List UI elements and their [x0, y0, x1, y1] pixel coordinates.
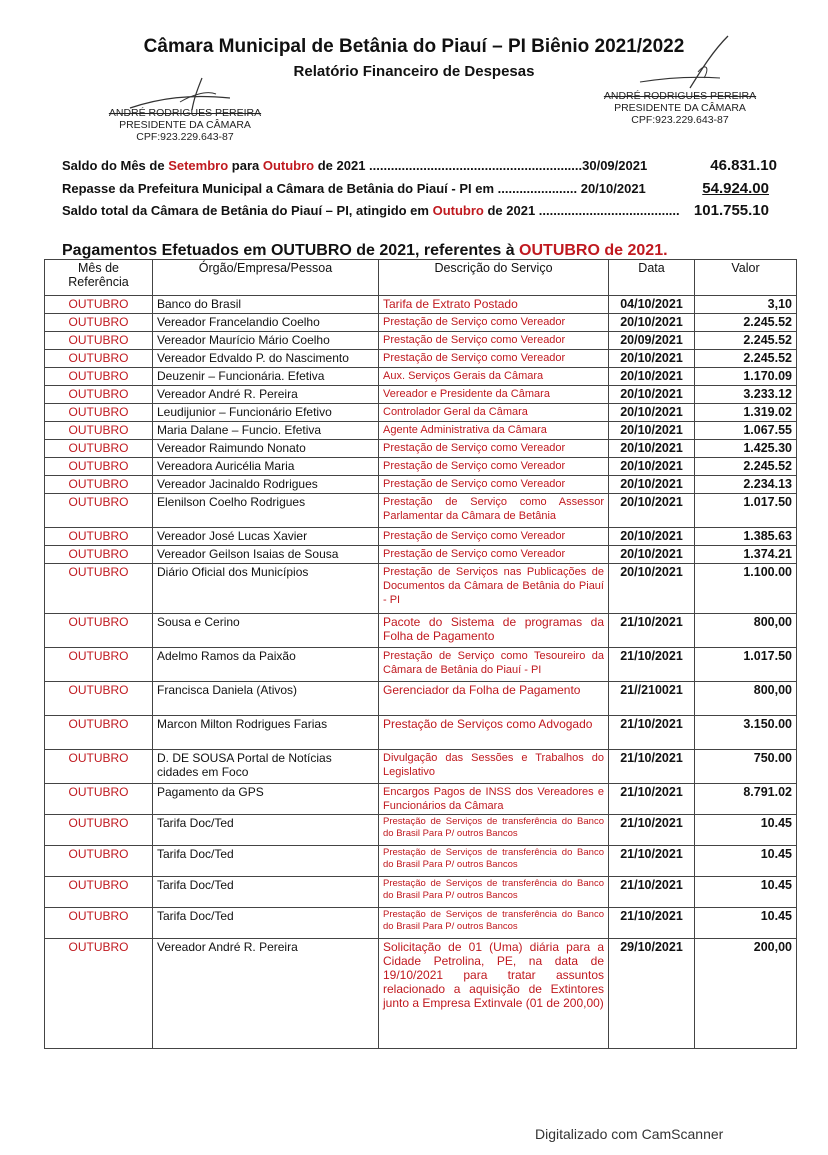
cell-descricao: Prestação de Serviço como Vereador — [379, 476, 609, 494]
cell-orgao: Pagamento da GPS — [153, 784, 379, 815]
table-row — [45, 422, 797, 440]
table-row — [45, 476, 797, 494]
table-row — [45, 614, 797, 648]
summary-month: Outubro — [262, 158, 315, 173]
cell-orgao: Vereador José Lucas Xavier — [153, 528, 379, 546]
cell-mes: OUTUBRO — [45, 404, 153, 422]
table-row — [45, 815, 797, 846]
cell-descricao: Prestação de Serviços nas Publicações de Documentos da Câmara de Betânia do Piauí - PI — [379, 564, 609, 614]
cell-descricao: Prestação de Serviço como Vereador — [379, 314, 609, 332]
cell-mes: OUTUBRO — [45, 528, 153, 546]
cell-orgao: Vereador Raimundo Nonato — [153, 440, 379, 458]
signature-left-cpf: CPF:923.229.643-87 — [136, 131, 234, 143]
signature-right-scribble — [620, 32, 760, 94]
cell-valor: 800,00 — [695, 682, 797, 716]
cell-valor: 10.45 — [695, 877, 797, 908]
cell-valor: 10.45 — [695, 846, 797, 877]
cell-valor: 200,00 — [695, 939, 797, 1049]
summary-text: de 2021 ...........................................................30/09/2021 — [314, 158, 648, 173]
header-descricao: Descrição do Serviço — [379, 260, 609, 296]
summary-value: 101.755.10 — [693, 202, 769, 219]
header-mes: Mês de Referência — [45, 260, 153, 296]
cell-data: 20/10/2021 — [609, 422, 695, 440]
cell-orgao: Banco do Brasil — [153, 296, 379, 314]
cell-orgao: Sousa e Cerino — [153, 614, 379, 648]
table-row — [45, 314, 797, 332]
table-row — [45, 682, 797, 716]
table-row — [45, 908, 797, 939]
cell-valor: 750.00 — [695, 750, 797, 784]
table-row — [45, 716, 797, 750]
cell-valor: 2.245.52 — [695, 332, 797, 350]
table-row — [45, 528, 797, 546]
summary-text: Saldo do Mês de — [62, 158, 169, 173]
cell-valor: 1.100.00 — [695, 564, 797, 614]
summary-text: de 2021 ....................................... — [483, 203, 680, 218]
table-row — [45, 784, 797, 815]
cell-data: 20/10/2021 — [609, 386, 695, 404]
section-heading-text: Pagamentos Efetuados em OUTUBRO de 2021, referentes à — [62, 242, 520, 259]
cell-mes: OUTUBRO — [45, 494, 153, 528]
cell-valor: 2.234.13 — [695, 476, 797, 494]
cell-data: 20/10/2021 — [609, 528, 695, 546]
cell-data: 21/10/2021 — [609, 648, 695, 682]
cell-valor: 8.791.02 — [695, 784, 797, 815]
cell-valor: 2.245.52 — [695, 314, 797, 332]
cell-mes: OUTUBRO — [45, 314, 153, 332]
cell-data: 20/10/2021 — [609, 314, 695, 332]
table-row — [45, 846, 797, 877]
cell-mes: OUTUBRO — [45, 614, 153, 648]
summary-month: Setembro — [168, 158, 229, 173]
header-orgao: Órgão/Empresa/Pessoa — [153, 260, 379, 296]
cell-descricao: Pacote do Sistema de programas da Folha de Pagamento — [379, 614, 609, 648]
cell-orgao: Maria Dalane – Funcio. Efetiva — [153, 422, 379, 440]
table-row — [45, 648, 797, 682]
summary-text: Repasse da Prefeitura Municipal a Câmara de Betânia do Piauí - PI em ...................... 20/10/2021 — [62, 181, 646, 196]
header-valor: Valor — [695, 260, 797, 296]
cell-descricao: Prestação de Serviço como Assessor Parlamentar da Câmara de Betânia — [379, 494, 609, 528]
cell-data: 21/10/2021 — [609, 614, 695, 648]
cell-data: 21/10/2021 — [609, 877, 695, 908]
cell-descricao: Divulgação das Sessões e Trabalhos do Legislativo — [379, 750, 609, 784]
cell-descricao: Prestação de Serviço como Vereador — [379, 528, 609, 546]
cell-mes: OUTUBRO — [45, 350, 153, 368]
header-data: Data — [609, 260, 695, 296]
cell-mes: OUTUBRO — [45, 440, 153, 458]
cell-mes: OUTUBRO — [45, 476, 153, 494]
cell-valor: 1.067.55 — [695, 422, 797, 440]
cell-descricao: Prestação de Serviços de transferência do Banco do Brasil Para P/ outros Bancos — [379, 908, 609, 939]
cell-valor: 3.233.12 — [695, 386, 797, 404]
table-row — [45, 458, 797, 476]
cell-mes: OUTUBRO — [45, 846, 153, 877]
cell-valor: 800,00 — [695, 614, 797, 648]
cell-orgao: Adelmo Ramos da Paixão — [153, 648, 379, 682]
cell-valor: 1.319.02 — [695, 404, 797, 422]
cell-data: 21/10/2021 — [609, 908, 695, 939]
cell-data: 04/10/2021 — [609, 296, 695, 314]
cell-descricao: Prestação de Serviço como Tesoureiro da Câmara de Betânia do Piauí - PI — [379, 648, 609, 682]
cell-data: 20/10/2021 — [609, 546, 695, 564]
cell-mes: OUTUBRO — [45, 422, 153, 440]
cell-orgao: Tarifa Doc/Ted — [153, 877, 379, 908]
section-heading-month: OUTUBRO de 2021. — [519, 242, 668, 259]
cell-mes: OUTUBRO — [45, 716, 153, 750]
signature-right-cpf: CPF:923.229.643-87 — [631, 114, 729, 126]
document-title: Câmara Municipal de Betânia do Piauí – PI Biênio 2021/2022 — [143, 36, 685, 57]
summary-value: 46.831.10 — [710, 157, 777, 174]
cell-valor: 3.150.00 — [695, 716, 797, 750]
cell-orgao: Vereador André R. Pereira — [153, 939, 379, 1049]
cell-descricao: Prestação de Serviços como Advogado — [379, 716, 609, 750]
cell-orgao: Francisca Daniela (Ativos) — [153, 682, 379, 716]
summary-month: Outubro — [432, 203, 484, 218]
table-row — [45, 877, 797, 908]
cell-data: 21/10/2021 — [609, 815, 695, 846]
cell-descricao: Solicitação de 01 (Uma) diária para a Cidade Petrolina, PE, na data de 19/10/2021 para tratar assuntos relacionado a aquisição de Extintores junto a Empresa Extinvale (01 de 200,00) — [379, 939, 609, 1049]
cell-valor: 3,10 — [695, 296, 797, 314]
cell-mes: OUTUBRO — [45, 648, 153, 682]
cell-mes: OUTUBRO — [45, 368, 153, 386]
cell-orgao: Vereador Edvaldo P. do Nascimento — [153, 350, 379, 368]
signature-right-name: ANDRÉ RODRIGUES PEREIRA — [603, 90, 757, 102]
cell-mes: OUTUBRO — [45, 458, 153, 476]
signature-left — [100, 107, 270, 143]
signature-right — [600, 90, 760, 126]
table-row — [45, 546, 797, 564]
table-row — [45, 386, 797, 404]
cell-data: 20/10/2021 — [609, 476, 695, 494]
cell-orgao: Vereador Maurício Mário Coelho — [153, 332, 379, 350]
cell-orgao: Vereador Jacinaldo Rodrigues — [153, 476, 379, 494]
cell-mes: OUTUBRO — [45, 296, 153, 314]
section-heading — [62, 242, 668, 260]
table-row — [45, 368, 797, 386]
cell-descricao: Prestação de Serviço como Vereador — [379, 440, 609, 458]
summary-line-saldo — [62, 155, 777, 177]
cell-descricao: Vereador e Presidente da Câmara — [379, 386, 609, 404]
cell-valor: 1.425.30 — [695, 440, 797, 458]
cell-orgao: Diário Oficial dos Municípios — [153, 564, 379, 614]
cell-valor: 10.45 — [695, 815, 797, 846]
cell-orgao: Vereador Francelandio Coelho — [153, 314, 379, 332]
cell-mes: OUTUBRO — [45, 682, 153, 716]
expenses-table — [44, 259, 797, 1049]
cell-valor: 10.45 — [695, 908, 797, 939]
cell-orgao: Deuzenir – Funcionária. Efetiva — [153, 368, 379, 386]
cell-orgao: Leudijunior – Funcionário Efetivo — [153, 404, 379, 422]
cell-descricao: Encargos Pagos de INSS dos Vereadores e Funcionários da Câmara — [379, 784, 609, 815]
cell-mes: OUTUBRO — [45, 332, 153, 350]
table-row — [45, 350, 797, 368]
cell-valor: 1.170.09 — [695, 368, 797, 386]
cell-data: 20/10/2021 — [609, 564, 695, 614]
cell-valor: 1.017.50 — [695, 648, 797, 682]
cell-descricao: Aux. Serviços Gerais da Câmara — [379, 368, 609, 386]
cell-descricao: Prestação de Serviço como Vereador — [379, 458, 609, 476]
cell-descricao: Agente Administrativa da Câmara — [379, 422, 609, 440]
cell-data: 21//210021 — [609, 682, 695, 716]
cell-data: 21/10/2021 — [609, 846, 695, 877]
table-row — [45, 564, 797, 614]
scanner-footer: Digitalizado com CamScanner — [535, 1126, 724, 1142]
summary-text: Saldo total da Câmara de Betânia do Piauí – PI, atingido em — [62, 203, 433, 218]
signature-right-role: PRESIDENTE DA CÂMARA — [614, 102, 746, 114]
cell-descricao: Controlador Geral da Câmara — [379, 404, 609, 422]
summary-line-total — [62, 200, 777, 222]
cell-descricao: Prestação de Serviço como Vereador — [379, 546, 609, 564]
cell-orgao: Tarifa Doc/Ted — [153, 846, 379, 877]
cell-valor: 1.385.63 — [695, 528, 797, 546]
cell-orgao: Tarifa Doc/Ted — [153, 908, 379, 939]
cell-descricao: Gerenciador da Folha de Pagamento — [379, 682, 609, 716]
cell-data: 21/10/2021 — [609, 784, 695, 815]
cell-data: 20/10/2021 — [609, 350, 695, 368]
cell-valor: 1.374.21 — [695, 546, 797, 564]
cell-descricao: Prestação de Serviços de transferência do Banco do Brasil Para P/ outros Bancos — [379, 846, 609, 877]
cell-data: 20/10/2021 — [609, 440, 695, 458]
cell-data: 20/10/2021 — [609, 494, 695, 528]
cell-data: 29/10/2021 — [609, 939, 695, 1049]
cell-data: 21/10/2021 — [609, 716, 695, 750]
cell-data: 20/10/2021 — [609, 404, 695, 422]
cell-data: 20/10/2021 — [609, 458, 695, 476]
table-row — [45, 939, 797, 1049]
table-row — [45, 750, 797, 784]
summary-text: para — [228, 158, 263, 173]
signature-left-role: PRESIDENTE DA CÂMARA — [119, 119, 251, 131]
table-row — [45, 296, 797, 314]
document-subtitle: Relatório Financeiro de Despesas — [293, 63, 535, 80]
cell-orgao: Marcon Milton Rodrigues Farias — [153, 716, 379, 750]
cell-mes: OUTUBRO — [45, 546, 153, 564]
table-row — [45, 404, 797, 422]
cell-orgao: Tarifa Doc/Ted — [153, 815, 379, 846]
table-row — [45, 494, 797, 528]
cell-valor: 2.245.52 — [695, 350, 797, 368]
cell-orgao: Vereadora Auricélia Maria — [153, 458, 379, 476]
signature-left-name: ANDRÉ RODRIGUES PEREIRA — [108, 107, 262, 119]
cell-orgao: Vereador André R. Pereira — [153, 386, 379, 404]
cell-mes: OUTUBRO — [45, 386, 153, 404]
cell-data: 20/10/2021 — [609, 368, 695, 386]
cell-mes: OUTUBRO — [45, 815, 153, 846]
cell-mes: OUTUBRO — [45, 877, 153, 908]
cell-orgao: D. DE SOUSA Portal de Notícias cidades em Foco — [153, 750, 379, 784]
cell-mes: OUTUBRO — [45, 750, 153, 784]
table-row — [45, 332, 797, 350]
cell-mes: OUTUBRO — [45, 939, 153, 1049]
cell-descricao: Prestação de Serviço como Vereador — [379, 350, 609, 368]
cell-valor: 1.017.50 — [695, 494, 797, 528]
cell-valor: 2.245.52 — [695, 458, 797, 476]
cell-descricao: Tarifa de Extrato Postado — [379, 296, 609, 314]
cell-mes: OUTUBRO — [45, 784, 153, 815]
cell-mes: OUTUBRO — [45, 564, 153, 614]
cell-descricao: Prestação de Serviço como Vereador — [379, 332, 609, 350]
summary-line-repasse — [62, 178, 777, 200]
table-row — [45, 440, 797, 458]
cell-orgao: Elenilson Coelho Rodrigues — [153, 494, 379, 528]
cell-data: 20/09/2021 — [609, 332, 695, 350]
cell-descricao: Prestação de Serviços de transferência do Banco do Brasil Para P/ outros Bancos — [379, 877, 609, 908]
cell-orgao: Vereador Geilson Isaias de Sousa — [153, 546, 379, 564]
cell-data: 21/10/2021 — [609, 750, 695, 784]
cell-mes: OUTUBRO — [45, 908, 153, 939]
summary-value: 54.924.00 — [702, 180, 769, 197]
cell-descricao: Prestação de Serviços de transferência do Banco do Brasil Para P/ outros Bancos — [379, 815, 609, 846]
table-header-row — [45, 260, 797, 296]
